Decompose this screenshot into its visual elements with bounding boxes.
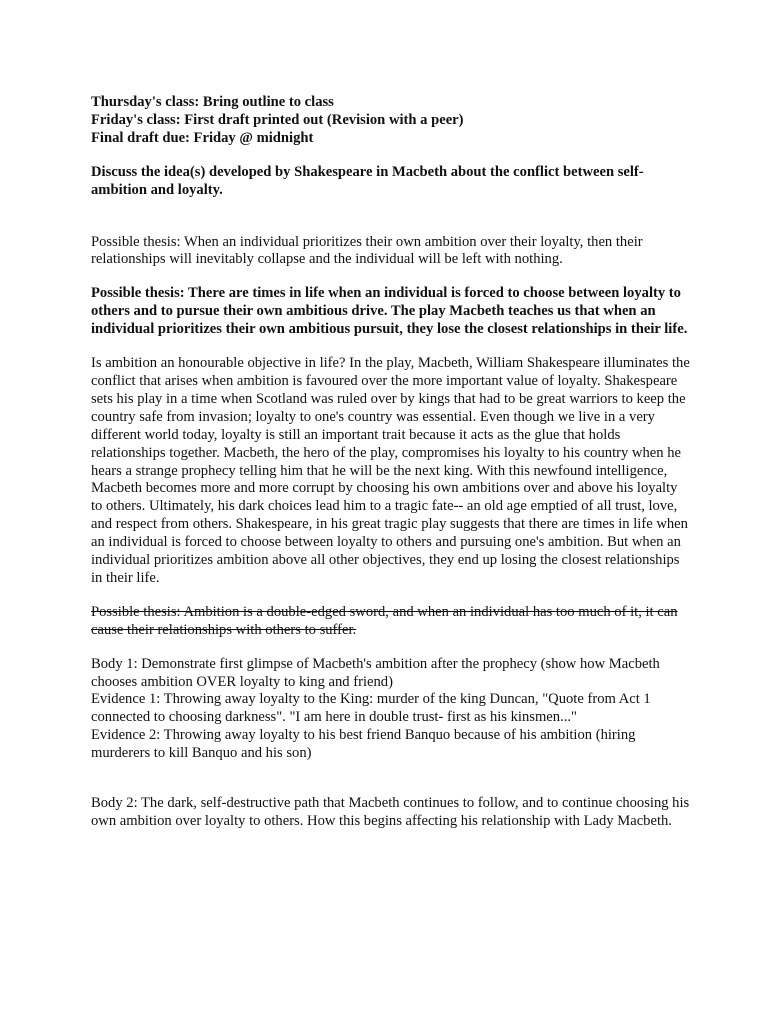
schedule-friday: Friday's class: First draft printed out (Revision with a peer) bbox=[91, 111, 464, 128]
intro-paragraph: Is ambition an honourable objective in life? In the play, Macbeth, William Shakespeare illuminates the conflict that arises when ambition is favoured over the more important value of loyalty. Shakespeare sets his play in a time when Scotland was ruled over by kings that had to be great warriors to keep the country safe from invasion; loyalty to one's country was essential. Even though we live in a very different world today, loyalty is still an important trait because it acts as the glue that holds relationships together. Macbeth, the hero of the play, compromises his loyalty to his country when he hears a strange prophecy telling him that he will be the next king. With this newfound intelligence, Macbeth becomes more and more corrupt by choosing his own ambitions over and above his loyalty to others. Ultimately, his dark choices lead him to a tragic fate-- an old age emptied of all trust, love, and respect from others. Shakespeare, in his great tragic play suggests that there are times in life when an individual is forced to choose between loyalty to others and pursuing one's ambition. But when an individual prioritizes ambition above all other objectives, they end up losing the closest relationships in their life. bbox=[91, 355, 690, 586]
thesis-option-struck: Possible thesis: Ambition is a double-edged sword, and when an individual has too much of it, it can cause their relationships with others to suffer. bbox=[91, 603, 678, 638]
schedule-final: Final draft due: Friday @ midnight bbox=[91, 129, 314, 146]
schedule-thursday: Thursday's class: Bring outline to class bbox=[91, 94, 334, 110]
body-1-evidence-1: Evidence 1: Throwing away loyalty to the King: murder of the king Duncan, "Quote from Act 1 connected to choosing darkness". "I am here in double trust- first as his kinsmen..." bbox=[91, 691, 651, 726]
essay-prompt: Discuss the idea(s) developed by Shakespeare in Macbeth about the conflict between self-ambition and loyalty. bbox=[91, 163, 644, 198]
body-1-section bbox=[91, 656, 691, 763]
schedule bbox=[91, 94, 691, 148]
thesis-option-2: Possible thesis: There are times in life when an individual is forced to choose between loyalty to others and to pursue their own ambitious drive. The play Macbeth teaches us that when an individual prioritizes their own ambitious pursuit, they lose the closest relationships in their life. bbox=[91, 285, 688, 338]
body-2-heading: Body 2: The dark, self-destructive path that Macbeth continues to follow, and to continue choosing his own ambition over loyalty to others. How this begins affecting his relationship with Lady Macbeth. bbox=[91, 795, 690, 829]
document-page bbox=[91, 94, 691, 831]
body-1-evidence-2: Evidence 2: Throwing away loyalty to his best friend Banquo because of his ambition (hiring murderers to kill Banquo and his son) bbox=[91, 727, 636, 762]
body-1-heading: Body 1: Demonstrate first glimpse of Macbeth's ambition after the prophecy (show how Macbeth chooses ambition OVER loyalty to king and friend) bbox=[91, 655, 660, 690]
thesis-option-1: Possible thesis: When an individual prioritizes their own ambition over their loyalty, then their relationships will inevitably collapse and the individual will be left with nothing. bbox=[91, 233, 643, 268]
